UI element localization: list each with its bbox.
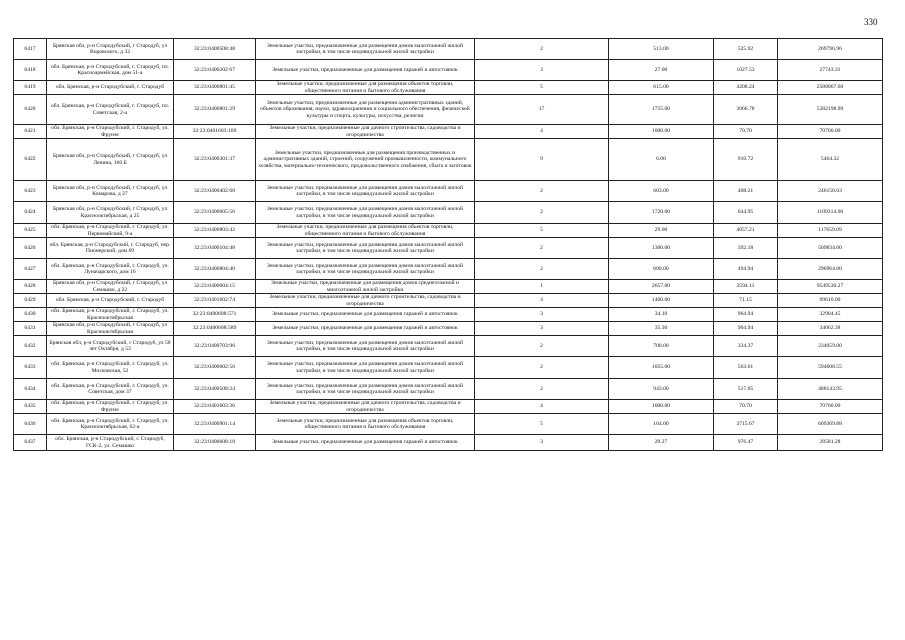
area-cell: 6.00: [609, 139, 714, 181]
address-cell: обл. Брянская, р-н Стародубский, г. Стародуб, ул. Московская, 52: [47, 357, 174, 379]
use-group-cell: 3: [475, 308, 609, 322]
row-number-cell: 6424: [14, 202, 47, 224]
area-cell: 600.00: [609, 259, 714, 280]
land-use-cell: Земельные участки, предназначенные для дачного строительства, садоводства и огородничества: [256, 125, 475, 139]
use-group-cell: 3: [475, 322, 609, 336]
address-cell: обл. Брянская, р-н Стародубский, г. Стародуб, ул. Первомайский, 9-а: [47, 224, 174, 238]
address-cell: обл. Брянская, р-н Стародубский, г. Стародуб, пер. Пионерский, дом 69: [47, 238, 174, 259]
table-row: [14, 139, 883, 181]
specific-value-cell: 4208.24: [714, 81, 778, 95]
table-row: [14, 414, 883, 435]
land-use-cell: Земельные участки, предназначенные для размещения домов малоэтажной жилой застройки, в том числе индивидуальной жилой застройки: [256, 379, 475, 400]
land-use-cell: Земельные участки, предназначенные для размещения гаражей и автостоянок: [256, 60, 475, 81]
use-group-cell: 2: [475, 379, 609, 400]
table-row: [14, 39, 883, 60]
area-cell: 164.00: [609, 414, 714, 435]
area-cell: 1400.00: [609, 294, 714, 308]
cadastral-value-cell: 99610.00: [778, 294, 883, 308]
cadastral-number-cell: 32:23:0400801:29: [174, 95, 256, 125]
cadastral-value-cell: 28581.28: [778, 435, 883, 451]
area-cell: 513.00: [609, 39, 714, 60]
table-row: [14, 60, 883, 81]
row-number-cell: 6426: [14, 238, 47, 259]
row-number-cell: 6418: [14, 60, 47, 81]
table-row: [14, 400, 883, 414]
cadastral-value-cell: 70700.00: [778, 400, 883, 414]
use-group-cell: 3: [475, 435, 609, 451]
use-group-cell: 4: [475, 125, 609, 139]
row-number-cell: 6436: [14, 414, 47, 435]
cadastral-number-cell: 32:23:0400508:24: [174, 379, 256, 400]
land-use-cell: Земельные участки, предназначенные для размещения гаражей и автостоянок: [256, 322, 475, 336]
area-cell: 2657.00: [609, 280, 714, 294]
address-cell: обл. Брянская, р-н Стародубский, г. Стародуб, ул. Луначарского, дом 16: [47, 259, 174, 280]
row-number-cell: 6429: [14, 294, 47, 308]
use-group-cell: 4: [475, 294, 609, 308]
land-use-cell: Земельные участки, предназначенные для размещения гаражей и автостоянок: [256, 308, 475, 322]
cadastral-value-cell: 27743.31: [778, 60, 883, 81]
table-row: [14, 238, 883, 259]
specific-value-cell: 3715.67: [714, 414, 778, 435]
land-use-cell: Земельные участки, предназначенные для размещения производственных и административных зданий, строений, сооружений промышленности, коммунального хозяйства, материально-технического, продовольственного снабжения, сбыта и заготовок: [256, 139, 475, 181]
specific-value-cell: 70.70: [714, 125, 778, 139]
table-row: [14, 280, 883, 294]
land-use-cell: Земельные участки, предназначенные для размещения домов малоэтажной жилой застройки, в том числе индивидуальной жилой застройки: [256, 259, 475, 280]
cadastral-value-cell: 234059.00: [778, 336, 883, 357]
use-group-cell: 5: [475, 414, 609, 435]
area-cell: 1300.00: [609, 238, 714, 259]
land-use-cell: Земельные участки, предназначенные для размещения домов малоэтажной жилой застройки, в том числе индивидуальной жилой застройки: [256, 336, 475, 357]
address-cell: обл. Брянская, р-н Стародубский, г. Стародуб, ул. Краснооктябрьская, 62-а: [47, 414, 174, 435]
table-row: [14, 95, 883, 125]
cadastral-value-cell: 117659.09: [778, 224, 883, 238]
specific-value-cell: 71.15: [714, 294, 778, 308]
specific-value-cell: 4057.21: [714, 224, 778, 238]
row-number-cell: 6428: [14, 280, 47, 294]
address-cell: Брянская обл, р-н Стародубский, г Стародуб, ул Воровского, д 32: [47, 39, 174, 60]
cadastral-number-cell: 32:23:0400202:67: [174, 60, 256, 81]
area-cell: 29.27: [609, 435, 714, 451]
address-cell: обл. Брянская, р-н Стародубский, г. Стародуб: [47, 81, 174, 95]
cadastral-registry-table: [13, 38, 883, 451]
cadastral-number-cell: 32:23:0400801:45: [174, 81, 256, 95]
area-cell: 27.00: [609, 60, 714, 81]
address-cell: обл. Брянская, р-н Стародубский, г. Стародуб, ГСК-2, ул. Семашко: [47, 435, 174, 451]
cadastral-number-cell: 32:23:0400402:68: [174, 181, 256, 202]
land-use-cell: Земельные участки, предназначенные для размещения домов малоэтажной жилой застройки, в том числе индивидуальной жилой застройки: [256, 357, 475, 379]
page-number: 330: [864, 17, 878, 27]
specific-value-cell: 964.94: [714, 322, 778, 336]
row-number-cell: 6435: [14, 400, 47, 414]
table-row: [14, 308, 883, 322]
specific-value-cell: 1027.53: [714, 60, 778, 81]
cadastral-value-cell: 488143.95: [778, 379, 883, 400]
cadastral-value-cell: 609369.88: [778, 414, 883, 435]
specific-value-cell: 910.72: [714, 139, 778, 181]
table-row: [14, 224, 883, 238]
specific-value-cell: 3594.11: [714, 280, 778, 294]
land-use-cell: Земельные участки, предназначенные для дачного строительства, садоводства и огородничества: [256, 400, 475, 414]
address-cell: Брянская обл, р-н Стародубский, г Стародуб, ул Семашко, д 22: [47, 280, 174, 294]
area-cell: 35.30: [609, 322, 714, 336]
cadastral-value-cell: 509834.00: [778, 238, 883, 259]
address-cell: обл. Брянская, р-н Стародубский, г. Стародуб, ул. Советская, дом 37: [47, 379, 174, 400]
land-use-cell: Земельные участки, предназначенные для дачного строительства, садоводства и огородничества: [256, 294, 475, 308]
use-group-cell: 9: [475, 139, 609, 181]
table-row: [14, 322, 883, 336]
row-number-cell: 6430: [14, 308, 47, 322]
row-number-cell: 6422: [14, 139, 47, 181]
use-group-cell: 2: [475, 39, 609, 60]
area-cell: 1000.00: [609, 400, 714, 414]
address-cell: Брянская обл, р-н Стародубский, г Стародуб, ул 50 лет Октября, д 53: [47, 336, 174, 357]
specific-value-cell: 563.61: [714, 357, 778, 379]
land-use-cell: Земельные участки, предназначенные для размещения объектов торговли, общественного питания и бытового обслуживания: [256, 81, 475, 95]
cadastral-value-cell: 5464.32: [778, 139, 883, 181]
row-number-cell: 6421: [14, 125, 47, 139]
use-group-cell: 2: [475, 238, 609, 259]
area-cell: 603.00: [609, 181, 714, 202]
cadastral-number-cell: 32:23:0400104:48: [174, 238, 256, 259]
cadastral-number-cell: 32:23:0400804:40: [174, 259, 256, 280]
table-row: [14, 357, 883, 379]
cadastral-value-cell: 5382198.90: [778, 95, 883, 125]
use-group-cell: 2: [475, 357, 609, 379]
specific-value-cell: 964.94: [714, 308, 778, 322]
cadastral-number-cell: 32:23:0400803:42: [174, 224, 256, 238]
row-number-cell: 6427: [14, 259, 47, 280]
cadastral-number-cell: 32:23:0401603:109: [174, 125, 256, 139]
cadastral-value-cell: 269796.96: [778, 39, 883, 60]
use-group-cell: 5: [475, 224, 609, 238]
cadastral-value-cell: 246150.63: [778, 181, 883, 202]
cadastral-value-cell: 70700.00: [778, 125, 883, 139]
area-cell: 1000.00: [609, 125, 714, 139]
cadastral-value-cell: 9549530.27: [778, 280, 883, 294]
specific-value-cell: 408.21: [714, 181, 778, 202]
land-use-cell: Земельные участки, предназначенные для размещения гаражей и автостоянок: [256, 435, 475, 451]
land-use-cell: Земельные участки, предназначенные для размещения домов среднеэтажной и многоэтажной жилой застройки: [256, 280, 475, 294]
area-cell: 1755.00: [609, 95, 714, 125]
address-cell: обл. Брянская, р-н Стародубский, г. Стародуб: [47, 294, 174, 308]
cadastral-number-cell: 32:23:0400301:37: [174, 139, 256, 181]
use-group-cell: 1: [475, 280, 609, 294]
cadastral-number-cell: 32:23:0400608:18: [174, 435, 256, 451]
row-number-cell: 6417: [14, 39, 47, 60]
table-row: [14, 336, 883, 357]
cadastral-value-cell: 594608.55: [778, 357, 883, 379]
area-cell: 1055.00: [609, 357, 714, 379]
table-row: [14, 259, 883, 280]
specific-value-cell: 392.18: [714, 238, 778, 259]
cadastral-value-cell: 2588067.60: [778, 81, 883, 95]
address-cell: обл. Брянская, р-н Стародубский, г. Стародуб, ул. Фрунзе: [47, 125, 174, 139]
specific-value-cell: 70.70: [714, 400, 778, 414]
land-use-cell: Земельные участки, предназначенные для размещения домов малоэтажной жилой застройки, в том числе индивидуальной жилой застройки: [256, 202, 475, 224]
table-row: [14, 81, 883, 95]
table-row: [14, 181, 883, 202]
area-cell: 34.10: [609, 308, 714, 322]
area-cell: 943.00: [609, 379, 714, 400]
cadastral-number-cell: 32:23:0400605:56: [174, 202, 256, 224]
address-cell: обл. Брянская, р-н Стародубский, г. Стародуб, пл. Красноармейская, дом 51-а: [47, 60, 174, 81]
specific-value-cell: 517.65: [714, 379, 778, 400]
use-group-cell: 5: [475, 81, 609, 95]
cadastral-value-cell: 296964.00: [778, 259, 883, 280]
area-cell: 700.00: [609, 336, 714, 357]
table-row: [14, 379, 883, 400]
cadastral-value-cell: 32904.45: [778, 308, 883, 322]
use-group-cell: 3: [475, 60, 609, 81]
cadastral-number-cell: 32:23:0401603:36: [174, 400, 256, 414]
area-cell: 29.00: [609, 224, 714, 238]
row-number-cell: 6419: [14, 81, 47, 95]
address-cell: Брянская обл, р-н Стародубский, г Стародуб, ул Краснооктябрьская, д 25: [47, 202, 174, 224]
use-group-cell: 2: [475, 259, 609, 280]
cadastral-number-cell: 32:23:0400608:571: [174, 308, 256, 322]
land-use-cell: Земельные участки, предназначенные для размещения домов малоэтажной жилой застройки, в том числе индивидуальной жилой застройки: [256, 181, 475, 202]
address-cell: Брянская обл, р-н Стародубский, г Стародуб, ул Комарова, д 27: [47, 181, 174, 202]
use-group-cell: 4: [475, 400, 609, 414]
land-use-cell: Земельные участки, предназначенные для размещения объектов торговли, общественного питания и бытового обслуживания: [256, 224, 475, 238]
cadastral-number-cell: 32:23:0400703:96: [174, 336, 256, 357]
specific-value-cell: 525.92: [714, 39, 778, 60]
table-body: [14, 39, 883, 451]
land-use-cell: Земельные участки, предназначенные для размещения домов малоэтажной жилой застройки, в том числе индивидуальной жилой застройки: [256, 39, 475, 60]
land-use-cell: Земельные участки, предназначенные для размещения административных зданий, объектов образования, науки, здравоохранения и социального обеспечения, физической культуры и спорта, культуры, искусства, религии: [256, 95, 475, 125]
use-group-cell: 2: [475, 336, 609, 357]
row-number-cell: 6423: [14, 181, 47, 202]
table-row: [14, 294, 883, 308]
address-cell: Брянская обл, р-н Стародубский, г Стародуб, ул Краснооктябрьская: [47, 322, 174, 336]
use-group-cell: 2: [475, 181, 609, 202]
table-row: [14, 202, 883, 224]
row-number-cell: 6434: [14, 379, 47, 400]
cadastral-number-cell: 32:23:0400508:48: [174, 39, 256, 60]
address-cell: обл. Брянская, р-н Стародубский, г. Стародуб, пл. Советская, 2-а: [47, 95, 174, 125]
row-number-cell: 6431: [14, 322, 47, 336]
row-number-cell: 6433: [14, 357, 47, 379]
use-group-cell: 2: [475, 202, 609, 224]
land-use-cell: Земельные участки, предназначенные для размещения домов малоэтажной жилой застройки, в том числе индивидуальной жилой застройки: [256, 238, 475, 259]
use-group-cell: 17: [475, 95, 609, 125]
cadastral-number-cell: 32:23:0400604:15: [174, 280, 256, 294]
address-cell: обл. Брянская, р-н Стародубский, г. Стародуб, ул. Краснооктябрьская: [47, 308, 174, 322]
cadastral-number-cell: 32:23:0400608:589: [174, 322, 256, 336]
specific-value-cell: 644.95: [714, 202, 778, 224]
table-row: [14, 435, 883, 451]
specific-value-cell: 3066.78: [714, 95, 778, 125]
address-cell: обл. Брянская, р-н Стародубский, г. Стародуб, ул. Фрунзе: [47, 400, 174, 414]
specific-value-cell: 334.37: [714, 336, 778, 357]
area-cell: 1720.00: [609, 202, 714, 224]
cadastral-value-cell: 34062.38: [778, 322, 883, 336]
specific-value-cell: 976.47: [714, 435, 778, 451]
cadastral-value-cell: 1109314.00: [778, 202, 883, 224]
row-number-cell: 6437: [14, 435, 47, 451]
land-use-cell: Земельные участки, предназначенные для размещения объектов торговли, общественного питания и бытового обслуживания: [256, 414, 475, 435]
specific-value-cell: 494.94: [714, 259, 778, 280]
address-cell: Брянская обл, р-н Стародубский, г Стародуб, ул Ленина, 160 Б: [47, 139, 174, 181]
table-row: [14, 125, 883, 139]
row-number-cell: 6425: [14, 224, 47, 238]
cadastral-number-cell: 32:23:0401602:74: [174, 294, 256, 308]
row-number-cell: 6420: [14, 95, 47, 125]
cadastral-number-cell: 32:23:0400901:14: [174, 414, 256, 435]
cadastral-number-cell: 32:23:0400602:56: [174, 357, 256, 379]
area-cell: 615.00: [609, 81, 714, 95]
row-number-cell: 6432: [14, 336, 47, 357]
